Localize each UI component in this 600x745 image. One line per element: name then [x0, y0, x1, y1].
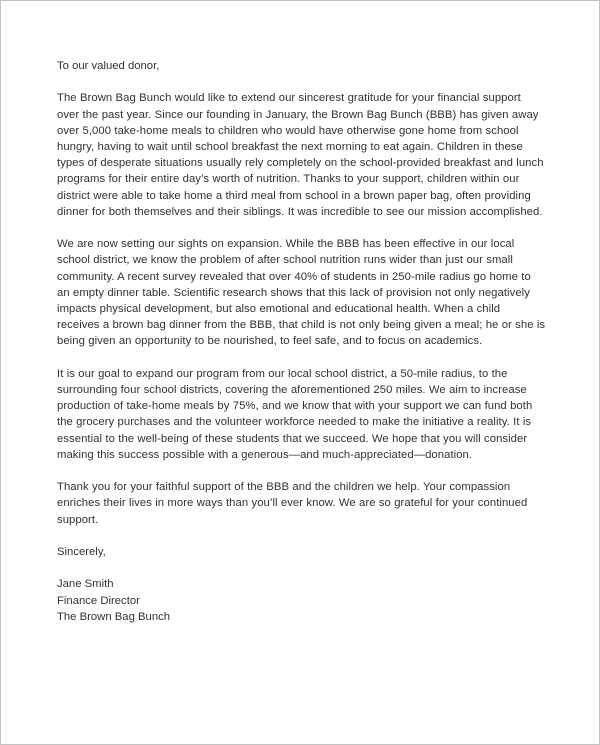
text-line: receives a brown bag dinner from the BBB, that child is not only being given a meal; he or she is — [57, 319, 546, 332]
text-line: over 5,000 take-home meals to children who would have otherwise gone home from school — [57, 124, 519, 137]
text-line: support. — [57, 513, 99, 526]
text-line: district were able to take home a third meal from school in a brown paper bag, often providing — [57, 189, 531, 202]
text-line: hungry, having to wait until school breakfast the next morning to eat again. Children in these — [57, 141, 523, 153]
signer-name: Jane Smith — [57, 578, 114, 591]
letter-paragraph-2 — [57, 236, 547, 349]
text-line: impacts physical development, but also emotional and educational health. When a child — [57, 303, 501, 316]
text-line: We are now setting our sights on expansion. While the BBB has been effective in our local — [57, 238, 515, 251]
text-line: essential to the well-being of these students that we succeed. We hope that you will consider — [57, 432, 528, 445]
letter-closing: Sincerely, — [57, 546, 106, 559]
text-line: enriches their lives in more ways than you’ll ever know. We are so grateful for your continued — [57, 497, 528, 510]
text-line: making this success possible with a generous—and much-appreciated—donation. — [57, 448, 473, 461]
text-line: being given an opportunity to be nourished, to feel safe, and to focus on academics. — [57, 335, 483, 348]
text-line: school district, we know the problem of after school nutrition runs wider than just our small — [57, 254, 513, 267]
signer-organization: The Brown Bag Bunch — [57, 610, 171, 623]
text-line: the grocery purchases and the volunteer workforce needed to make the initiative a reality. It is — [57, 416, 532, 429]
letter-paragraph-3 — [57, 366, 547, 463]
letter-paragraph-4 — [57, 479, 547, 528]
text-line: The Brown Bag Bunch would like to extend our sincerest gratitude for your financial support — [57, 92, 521, 105]
signer-title: Finance Director — [57, 594, 140, 607]
text-line: types of desperate situations usually rely completely on the school-provided breakfast and lunch — [57, 157, 544, 170]
signature-block — [57, 576, 547, 625]
text-line: community. A recent survey revealed that over 40% of students in 250-mile radius go home to — [57, 270, 531, 283]
letter-salutation: To our valued donor, — [57, 60, 160, 72]
text-line: production of take-home meals by 75%, and we know that with your support we can fund both — [57, 400, 533, 413]
text-line: Thank you for your faithful support of the BBB and the children we help. Your compassion — [57, 481, 511, 494]
letter-paragraph-1 — [57, 90, 547, 220]
text-line: dinner for both themselves and their siblings. It was incredible to see our mission accomplished. — [57, 205, 543, 218]
text-line: an empty dinner table. Scientific research shows that this lack of provision not only negatively — [57, 286, 530, 299]
text-line: programs for their entire day’s worth of nutrition. Thanks to your support, children within our — [57, 173, 520, 186]
text-line: over the past year. Since our founding in January, the Brown Bag Bunch (BBB) has given away — [57, 108, 539, 121]
letter-body — [57, 58, 547, 625]
text-line: It is our goal to expand our program from our local school district, a 50-mile radius, to the — [57, 367, 508, 380]
text-line: surrounding four school districts, covering the aforementioned 250 miles. We aim to increase — [57, 384, 527, 397]
